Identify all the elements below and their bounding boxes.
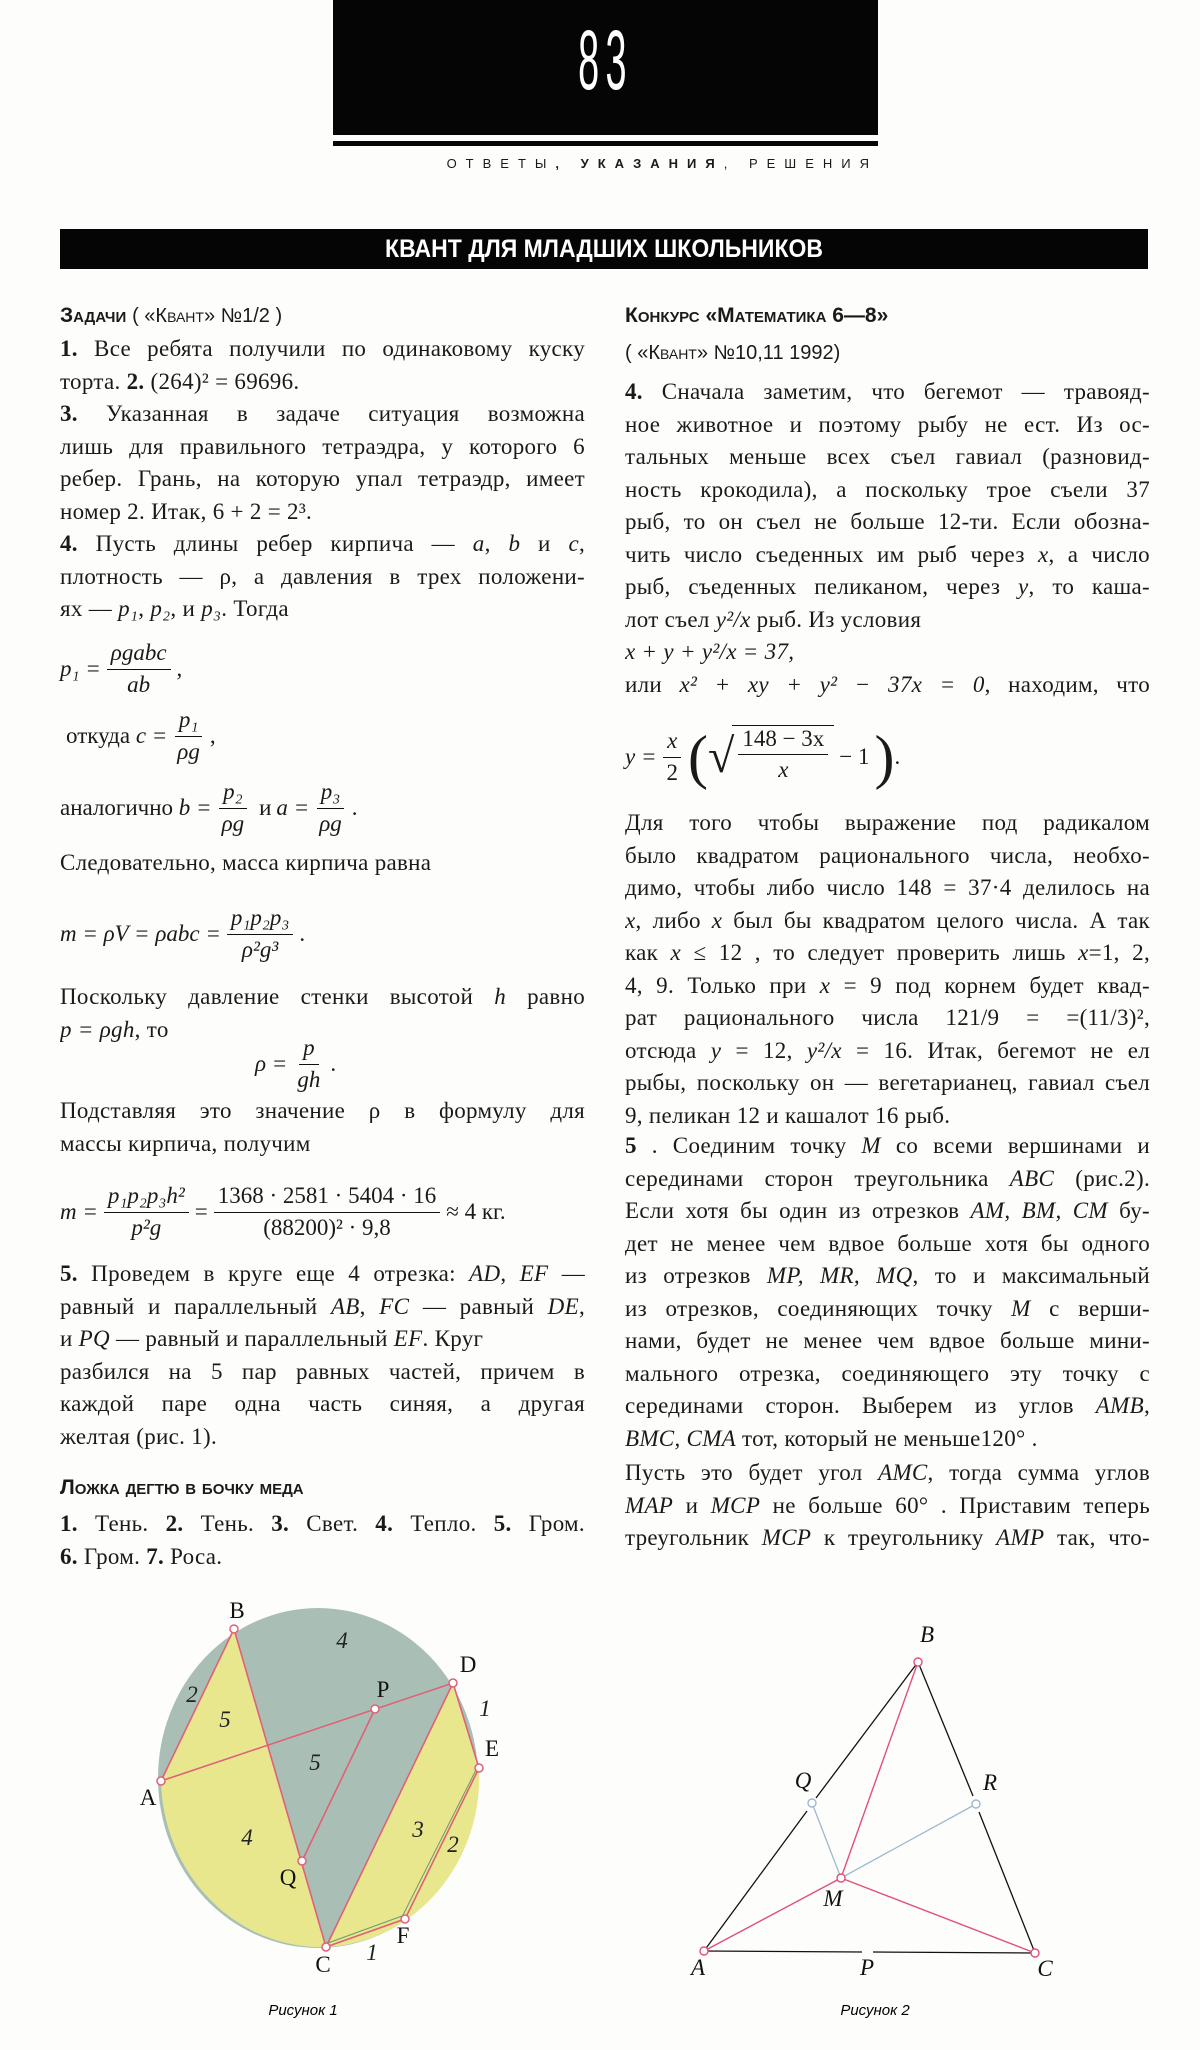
text-run: рыб, съеденных пеликаном, через [625, 574, 1019, 599]
text-line: разбился на 5 пар равных частей, причем в [60, 1358, 585, 1384]
segment-mr [841, 1804, 976, 1878]
text-run: Если хотя бы один из отрезков [625, 1198, 971, 1223]
close-paren: ) [874, 724, 895, 790]
text-run: Сначала заметим, что бегемот — травояд- [661, 379, 1150, 404]
math-italic: MP, MR, MQ [766, 1263, 913, 1288]
text-run: , [578, 531, 585, 556]
text-run: и [60, 1326, 79, 1351]
math-italic: x [1078, 940, 1089, 965]
text-line: нами, будет не менее чем вдвое больше мини- [625, 1328, 1150, 1353]
segment-bm [841, 1662, 918, 1878]
denominator: (88200)² · 9,8 [263, 1214, 391, 1240]
formula-lhs: m = ρV = ρabc = [60, 921, 221, 946]
item-number: 4. [375, 1511, 394, 1536]
text-line: тальных меньше всех съел гавиал (разновид- [625, 444, 1150, 469]
formula-tail: . [351, 795, 358, 820]
text-run: , то каша- [1028, 574, 1150, 599]
point-a [157, 1777, 165, 1785]
label-q: Q [794, 1768, 812, 1793]
text-line: ность крокодила), а поскольку трое съели 37 [625, 476, 1150, 502]
point-c [322, 1943, 330, 1951]
strip-solutions: РЕШЕНИЯ [748, 156, 878, 171]
heading-tasks-title: Задачи [60, 304, 127, 327]
text-line: Для того чтобы выражение под радикалом [625, 810, 1150, 835]
text-line: Подставляя это значение ρ в формулу для [60, 1098, 585, 1123]
text-run: равный и параллельный [60, 1293, 331, 1319]
math-italic: PQ [78, 1326, 110, 1351]
formula-prefix: откуда [66, 723, 131, 748]
side-aq [704, 1811, 807, 1951]
point-p [371, 1705, 379, 1713]
text-run: серединами сторон. Выберем из углов [625, 1393, 1096, 1418]
midpoint-segments [812, 1803, 976, 1878]
text-run: ях — [60, 596, 119, 621]
point-d [449, 1679, 457, 1687]
label-p: P [376, 1677, 390, 1702]
text-run: и [520, 531, 569, 556]
formula-tail: , [209, 723, 216, 748]
math-italic: h [494, 984, 507, 1009]
text-run: Все ребята получили по одинаковому куску [94, 336, 585, 361]
text-run: Тепло. [410, 1511, 494, 1536]
minus-one: − 1 [839, 744, 870, 769]
region-number: 4 [241, 1825, 253, 1850]
text-run: Свет. [306, 1511, 376, 1536]
text-line: димо, чтобы либо число 148 = 37·4 делилось на [625, 875, 1150, 900]
formula-lhs: b = [178, 795, 212, 820]
text-run: ≤ 12 , то следует проверить лишь [681, 940, 1079, 965]
figure-2-caption: Рисунок 2 [840, 2002, 910, 2019]
label-q: Q [279, 1865, 297, 1890]
denominator: ρ²g³ [241, 936, 279, 962]
text-run: или [625, 671, 680, 697]
math-italic: BMC, CMA [625, 1425, 736, 1451]
text-run: был бы квадратом целого числа. А так [722, 907, 1150, 933]
region-number: 1 [479, 1696, 491, 1721]
text-run: Гром. [83, 1543, 147, 1569]
numerator: p₁p₂p₃h² [104, 1183, 189, 1212]
label-r: R [982, 1770, 998, 1795]
math-italic: x [625, 907, 636, 933]
math-italic: AMC [878, 1460, 928, 1485]
math-italic: AM, BM, CM [970, 1198, 1108, 1223]
strip-hints: УКАЗАНИЯ [580, 156, 724, 171]
text-run: , тогда сумма углов [927, 1460, 1150, 1485]
text-run: , [578, 1293, 585, 1319]
text-line: рат рационального числа 121/9 = =(11/3)², [625, 1005, 1150, 1030]
region-number: 5 [309, 1750, 321, 1775]
numerator: p₃ [317, 779, 345, 808]
item-number: 7. [146, 1543, 165, 1569]
text-run: , либо [635, 907, 712, 933]
text-run: , [484, 531, 509, 556]
denominator: ρg [221, 810, 245, 836]
text-run: , [359, 1293, 380, 1319]
points [700, 1658, 1039, 1957]
open-paren: ( [687, 724, 708, 790]
label-e: E [484, 1736, 500, 1761]
math-italic: x + y + y²/x = 37, [625, 639, 795, 664]
numerator: p₁p₂p₃ [227, 905, 294, 934]
text-run: , находим, что [984, 671, 1150, 697]
text-line: 9, пеликан 12 и кашалот 16 рыб. [625, 1102, 951, 1128]
label-a: A [690, 1955, 706, 1980]
text-run: — равный [409, 1293, 548, 1319]
radical-sign-icon: √ [707, 730, 735, 783]
point-q [298, 1857, 306, 1865]
label-f: F [396, 1923, 410, 1948]
text-run: (264)² = 69696. [150, 368, 300, 394]
item-number: 2. [126, 368, 145, 394]
math-italic: DE [547, 1293, 579, 1319]
text-run: серединами сторон треугольника [625, 1165, 1010, 1191]
strip-comma: , [723, 156, 737, 171]
formula-tail: , [176, 656, 183, 681]
formula-lhs: ρ = [255, 1051, 288, 1076]
item-number: 1. [60, 336, 78, 361]
text-run: =1, 2, [1088, 940, 1150, 965]
text-run: = 9 под корнем будет квад- [830, 972, 1150, 998]
side-br [918, 1662, 973, 1796]
region-number: 2 [447, 1832, 459, 1857]
point-q [808, 1799, 816, 1807]
math-italic: EF [393, 1326, 423, 1351]
math-italic: EF [519, 1261, 549, 1286]
text-run: Тень. [95, 1511, 166, 1536]
text-line: дет не менее чем вдвое больше хотя бы одного [625, 1230, 1150, 1256]
heading-contest: Конкурс «Математика 6—8» [625, 304, 889, 327]
math-italic: y [710, 1037, 722, 1063]
math-italic: AB [330, 1293, 360, 1319]
math-italic: p₂ [150, 596, 171, 621]
text-line: ное животное и поэтому рыбу не ест. Из ос- [625, 411, 1150, 437]
math-italic: a [472, 531, 485, 556]
math-italic: p₃ [201, 596, 222, 621]
text-run: лот съел [625, 606, 716, 632]
formula-equals: = [194, 1199, 208, 1224]
text-run: Поскольку давление стенки высотой [60, 984, 495, 1009]
formula-lhs: c = [135, 723, 168, 748]
label-c: C [315, 1952, 331, 1977]
region-number: 2 [186, 1682, 198, 1707]
side-pc [873, 1952, 1035, 1953]
side-ap [704, 1951, 862, 1952]
region-number: 5 [219, 1707, 231, 1732]
region-number: 4 [336, 1628, 348, 1653]
text-run: Проведем в круге еще 4 отрезка: [91, 1261, 470, 1286]
numerator: p₂ [219, 779, 247, 808]
formula-prefix: аналогично [60, 795, 174, 820]
text-run: из отрезков [625, 1263, 767, 1288]
label-d: D [459, 1652, 477, 1677]
formula-lhs: p₁ = [60, 656, 101, 681]
denominator: ρg [177, 738, 200, 764]
region-number: 1 [366, 1940, 378, 1965]
point-m [837, 1874, 845, 1882]
side-qb [816, 1662, 918, 1798]
text-run: торта. [60, 368, 127, 394]
text-run: 4, 9. Только при [625, 972, 820, 998]
text-line: номер 2. Итак, 6 + 2 = 2³. [60, 498, 313, 524]
text-run: отсюда [625, 1037, 711, 1063]
point-b [914, 1658, 922, 1666]
page-number: 83 [578, 13, 633, 107]
math-italic: y [1018, 574, 1029, 599]
text-run: . Соединим точку [651, 1133, 862, 1158]
math-italic: p = ρgh [60, 1016, 135, 1042]
text-run: Роса. [170, 1543, 223, 1569]
formula-tail: . [299, 921, 306, 946]
text-run: , и [170, 596, 202, 621]
label-m: M [823, 1886, 843, 1911]
text-run: Пусть длины ребер кирпича — [95, 531, 473, 556]
math-italic: MAP [625, 1492, 674, 1518]
formula-lhs: y = [625, 744, 657, 769]
numerator: ρgabc [107, 640, 171, 669]
strip-comma: , [555, 156, 569, 171]
text-run: треугольник [625, 1525, 762, 1550]
text-run: Тень. [200, 1511, 272, 1536]
label-c: C [1037, 1956, 1053, 1981]
math-italic: AD [469, 1261, 501, 1286]
text-run: не больше 60° . Приставим теперь [760, 1492, 1150, 1518]
item-number: 5. [493, 1511, 512, 1536]
label-b: B [919, 1622, 935, 1647]
point-r [972, 1800, 980, 1808]
math-italic: x² + xy + y² − 37x = 0 [679, 671, 985, 697]
formula-y: y = $\frac{x}{2}$ ( √ $\frac{148 - 3x}{x}$ − 1 ) . [625, 724, 901, 790]
vertex-segments [704, 1662, 1035, 1953]
text-run: как [625, 940, 671, 965]
label-b: B [229, 1598, 245, 1623]
denominator: 2 [666, 759, 678, 785]
math-italic: x [670, 940, 682, 965]
formula-lhs: m = [60, 1199, 98, 1224]
text-run: — равный и параллельный [109, 1326, 394, 1351]
text-run: (рис.2). [1054, 1165, 1150, 1191]
segment-am [704, 1878, 841, 1951]
point-f [401, 1915, 409, 1923]
text-line: Следовательно, масса кирпича равна [60, 850, 432, 875]
math-italic: c [568, 531, 579, 556]
text-run: тот, который не меньше120° . [736, 1425, 1038, 1451]
text-run: — [548, 1261, 585, 1286]
math-italic: MCP [761, 1525, 812, 1550]
text-run: Гром. [528, 1511, 585, 1536]
point-labels [689, 1622, 1053, 1981]
heading-tar-spoon: Ложка дегтю в бочку меда [60, 1476, 304, 1499]
text-line: рыб, то он съел не больше 12-ти. Если обозна- [625, 509, 1150, 534]
math-italic: AMB [1095, 1393, 1144, 1418]
heading-tasks-ref: ( «Квант» №1/2 ) [132, 305, 283, 327]
label-a: A [139, 1785, 157, 1810]
text-run: и [673, 1492, 711, 1518]
numerator: x [663, 728, 681, 757]
text-run: = 12, [721, 1037, 807, 1063]
text-line: рыбы, поскольку он — вегетарианец, гавиал съел [625, 1070, 1150, 1095]
item-number: 5 [625, 1133, 637, 1158]
math-italic: b [508, 531, 521, 556]
formula-lhs: a = [276, 795, 310, 820]
side-rc [979, 1812, 1035, 1953]
formula-and: и [259, 795, 272, 820]
text-line: массы кирпича, получим [60, 1130, 311, 1156]
numerator: 1368 · 2581 · 5404 · 16 [214, 1183, 440, 1212]
numerator: 148 − 3x [738, 726, 828, 755]
strip-answers: ОТВЕТЫ [446, 156, 556, 171]
item-number: 2. [165, 1511, 184, 1536]
text-line: желтая (рис. 1). [60, 1423, 218, 1449]
text-line: мального отрезка, соединяющего эту точку с [625, 1360, 1150, 1386]
text-run: из отрезков, соединяющих точку [625, 1295, 1012, 1321]
math-italic: y²/x [806, 1037, 842, 1063]
text-run: Пусть это будет угол [625, 1460, 879, 1485]
math-italic: M [861, 1133, 881, 1158]
item-number: 5. [60, 1261, 78, 1286]
text-run: с верши- [1030, 1295, 1150, 1321]
text-run: так, что- [1044, 1525, 1150, 1550]
segment-cm [841, 1878, 1035, 1953]
item-number: 3. [271, 1511, 290, 1536]
text-line: лишь для правильного тетраэдра, у которого 6 [60, 433, 585, 459]
math-italic: x [711, 907, 723, 933]
math-italic: x [1037, 541, 1049, 567]
text-line: было квадратом рационального числа, необхо- [625, 842, 1150, 868]
denominator: ρg [319, 810, 342, 836]
formula-tail: ≈ 4 кг. [446, 1199, 506, 1224]
item-number: 4. [60, 531, 78, 556]
text-run: бу- [1107, 1198, 1150, 1223]
item-number: 6. [60, 1543, 78, 1569]
item-number: 3. [60, 401, 78, 426]
denominator: ab [127, 671, 151, 697]
text-run: чить число съеденных им рыб через [625, 541, 1038, 567]
math-italic: ABC [1009, 1165, 1055, 1191]
text-run: рыб. Из условия [750, 606, 922, 632]
heading-contest-ref: ( «Квант» №10,11 1992) [625, 342, 841, 364]
text-run: , [1143, 1393, 1150, 1418]
point-e [475, 1764, 483, 1772]
text-run: , а число [1048, 541, 1150, 567]
figure-1-caption: Рисунок 1 [268, 2002, 338, 2019]
denominator: p²g [131, 1214, 162, 1240]
segment-mq [812, 1803, 841, 1878]
math-italic: AMP [996, 1525, 1045, 1550]
numerator: p₁ [175, 707, 203, 736]
text-line: каждой паре одна часть синяя, а другая [60, 1391, 585, 1416]
triangle-sides [704, 1662, 1035, 1953]
point-b [230, 1625, 238, 1633]
text-run: , то [134, 1016, 169, 1042]
text-run: . Тогда [221, 596, 289, 621]
denominator: x [778, 757, 789, 782]
math-italic: p₁ [118, 596, 139, 621]
text-run: = 16. Итак, бегемот не ел [841, 1037, 1150, 1063]
figure-2 [689, 1622, 1053, 2019]
math-italic: MCP [710, 1492, 761, 1518]
item-number: 4. [625, 379, 643, 404]
text-line: ребер. Грань, на которую упал тетраэдр, имеет [60, 466, 585, 491]
text-run: к треугольнику [811, 1525, 997, 1550]
denominator: gh [297, 1066, 321, 1092]
text-run: равно [506, 984, 585, 1009]
math-italic: x [819, 972, 831, 998]
figure-1 [140, 1598, 499, 2019]
formula-tail: . [330, 1051, 337, 1076]
math-italic: M [1011, 1295, 1031, 1321]
label-p: P [859, 1955, 875, 1980]
item-number: 1. [60, 1511, 78, 1536]
text-run: , [138, 596, 151, 621]
text-run: , то и максимальный [912, 1263, 1150, 1288]
text-run: со всеми вершинами и [880, 1133, 1150, 1158]
numerator: p [299, 1035, 319, 1064]
text-run: Указанная в задаче ситуация возможна [106, 401, 585, 426]
math-italic: y²/x [715, 606, 751, 632]
math-italic: FC [379, 1293, 410, 1319]
text-run: . Круг [422, 1326, 484, 1351]
banner-title: КВАНТ ДЛЯ МЛАДШИХ ШКОЛЬНИКОВ [385, 235, 823, 263]
text-line: плотность — ρ, а давления в трех положени- [60, 563, 585, 589]
point-a [700, 1947, 708, 1955]
region-number: 3 [412, 1817, 424, 1842]
text-run: , [500, 1261, 520, 1286]
